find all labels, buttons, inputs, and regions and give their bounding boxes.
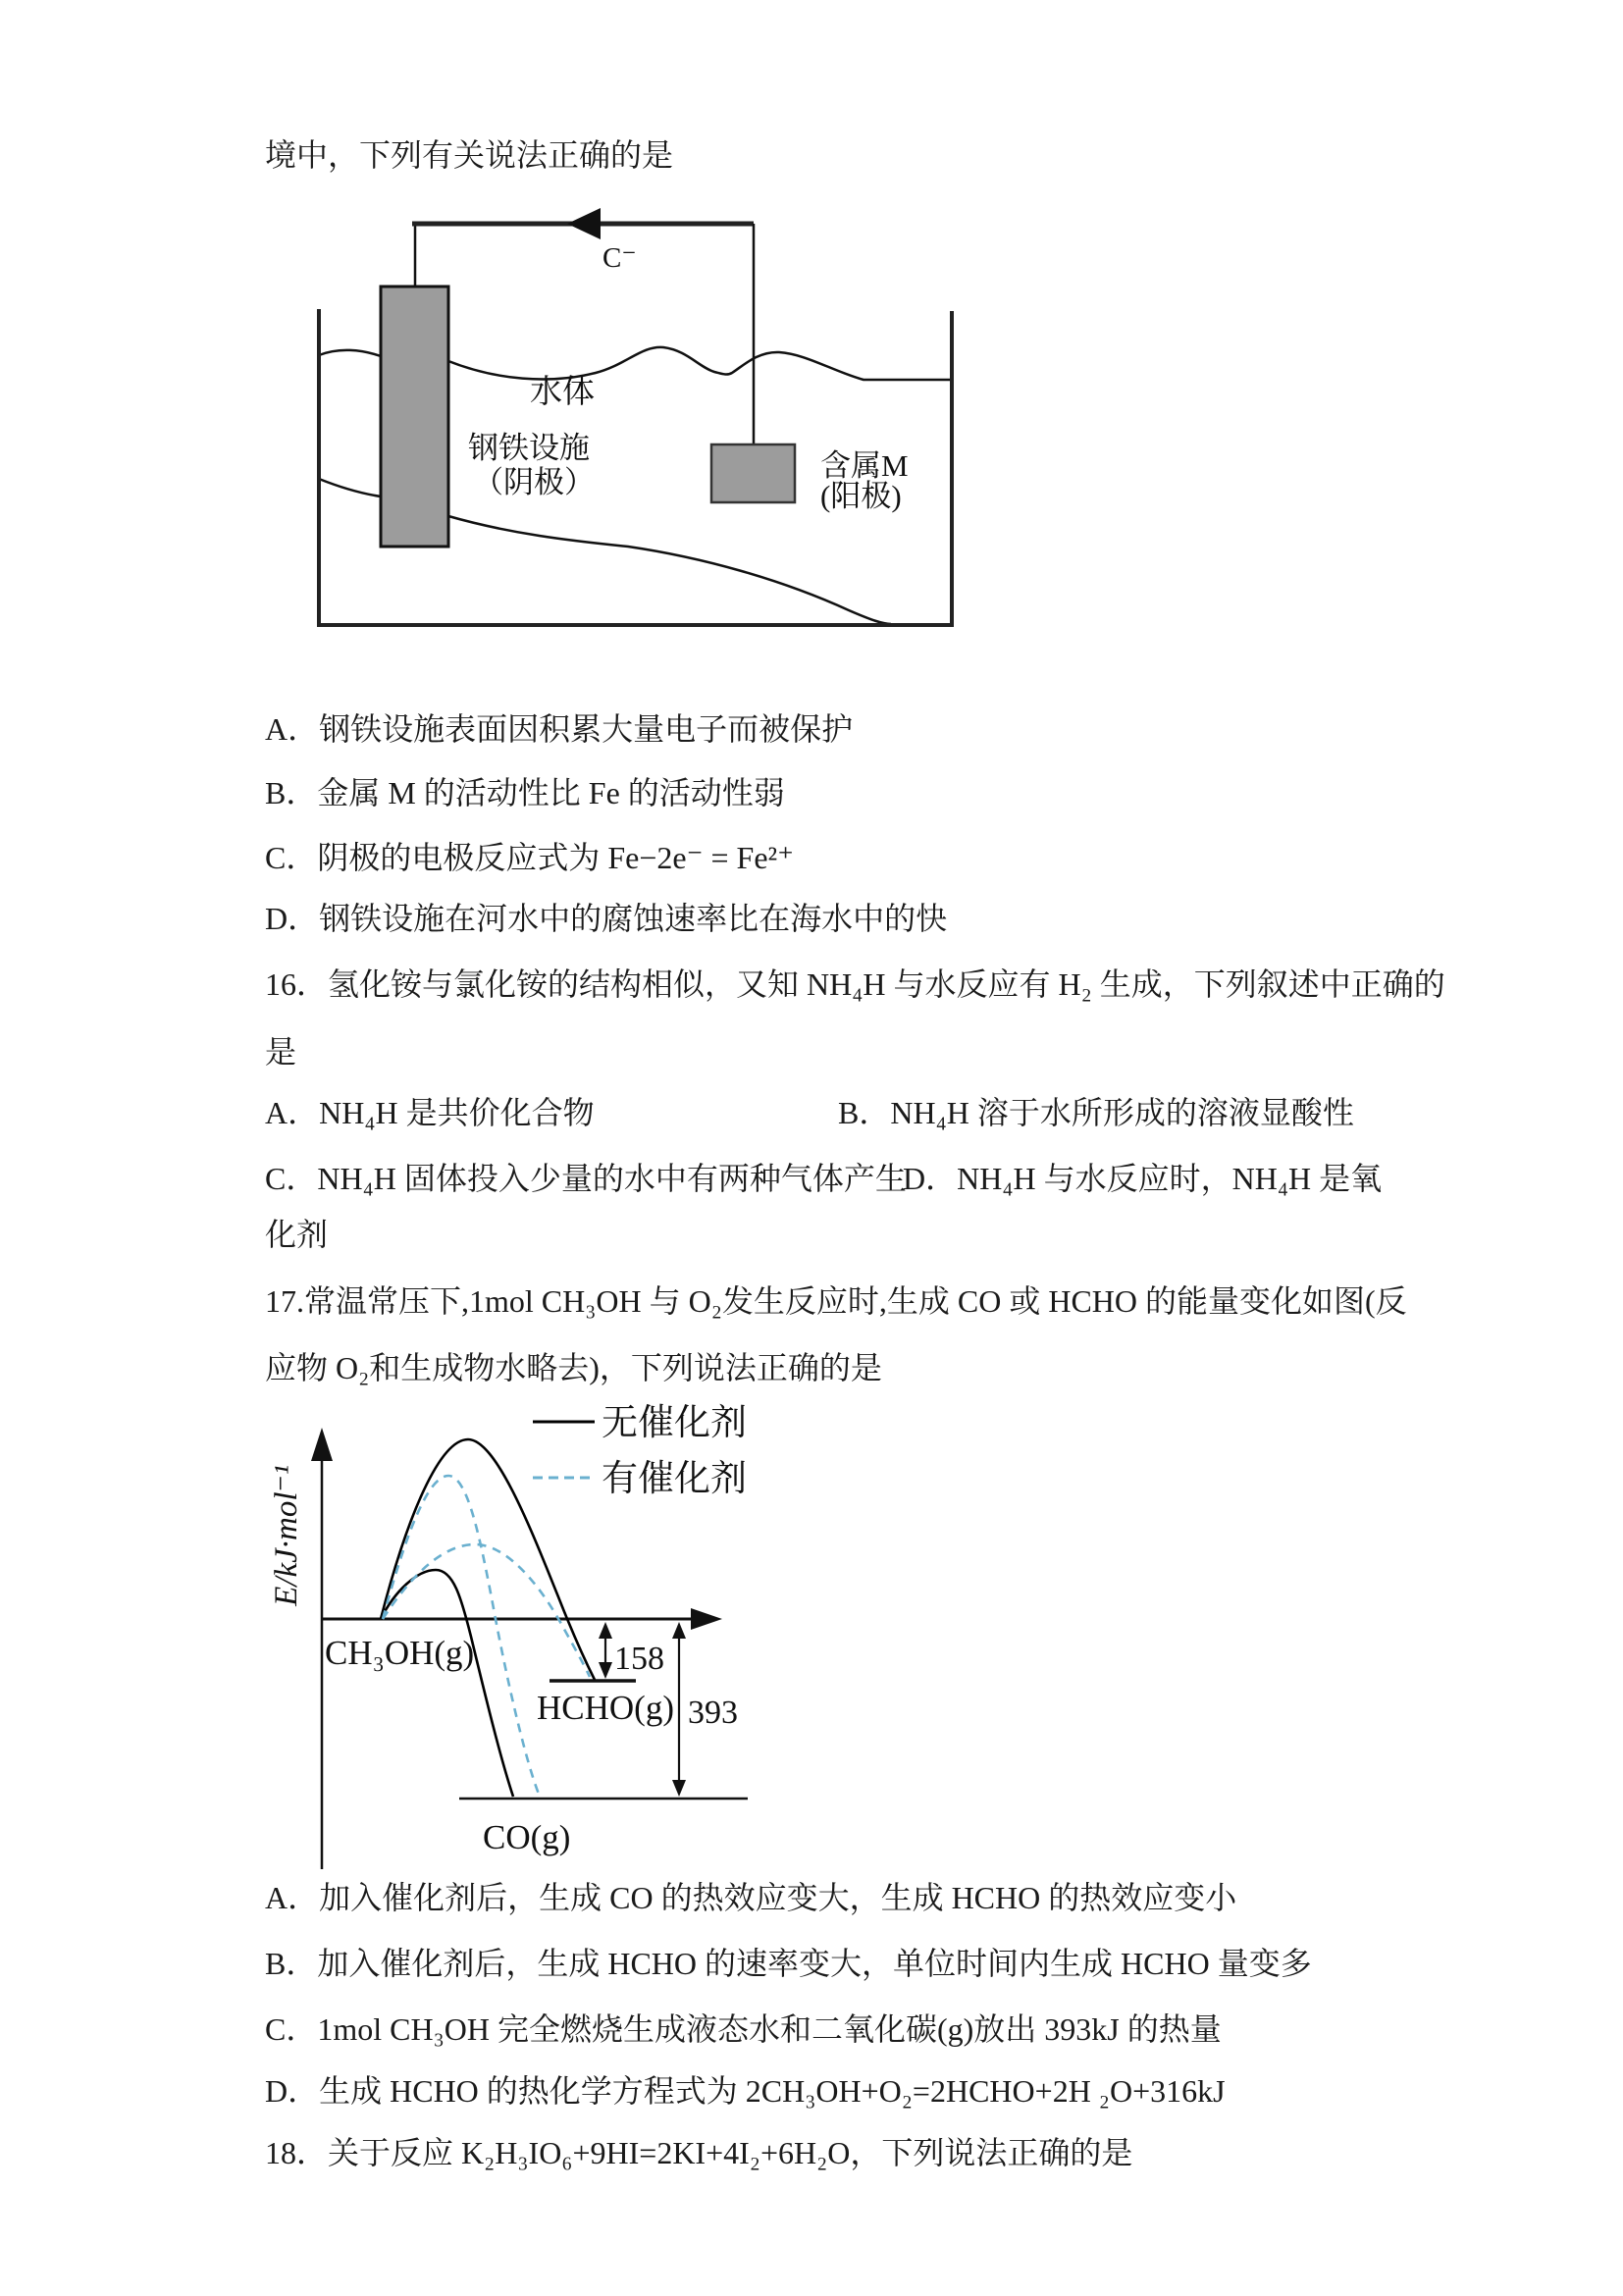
riverbed-line	[448, 516, 891, 624]
energy-diagram	[260, 1398, 839, 1879]
q16-option-d-cont: 化剂	[265, 1217, 329, 1252]
co-level-label: CO(g)	[483, 1818, 571, 1856]
metal-m-electrode	[711, 444, 795, 502]
ch3oh-level-label: CH₃OH(g)	[325, 1634, 475, 1672]
q16-option-a: A．NH₄H 是共价化合物	[265, 1095, 595, 1130]
q17-option-c: C．1mol CH₃OH 完全燃烧生成液态水和二氧化碳(g)放出 393kJ 的热量	[265, 2011, 1222, 2047]
anode-label-line2: (阳极)	[820, 479, 902, 513]
hcho-level-label: HCHO(g)	[537, 1689, 674, 1727]
y-axis-arrow-icon	[311, 1428, 333, 1461]
q16-option-b: B．NH₄H 溶于水所形成的溶液显酸性	[838, 1095, 1354, 1130]
gap-393-arrowhead-down-icon	[672, 1780, 686, 1797]
electrolysis-diagram	[289, 196, 996, 657]
gap-158-label: 158	[614, 1641, 664, 1677]
gap-393-label: 393	[688, 1695, 738, 1731]
q15-option-b: B．金属 M 的活动性比 Fe 的活动性弱	[265, 775, 785, 810]
cathode-label-line1: 钢铁设施	[468, 431, 590, 465]
q17-stem-line2: 应物 O₂和生成物水略去)，下列说法正确的是	[265, 1350, 882, 1385]
q16-option-c: C．NH₄H 固体投入少量的水中有两种气体产生	[265, 1161, 907, 1196]
gap-158-arrowhead-down-icon	[599, 1662, 612, 1679]
cathode-label-line2: （阴极）	[473, 465, 595, 499]
q17-option-d: D．生成 HCHO 的热化学方程式为 2CH₃OH+O₂=2HCHO+2H ₂O+316kJ	[265, 2073, 1226, 2109]
q17-option-a: A．加入催化剂后，生成 CO 的热效应变大，生成 HCHO 的热效应变小	[265, 1880, 1237, 1915]
water-surface-line	[448, 347, 952, 380]
water-label: 水体	[530, 375, 595, 410]
steel-electrode	[381, 287, 448, 547]
water-surface-line	[319, 350, 381, 356]
q16-stem-line2: 是	[265, 1034, 297, 1070]
q18-stem: 18．关于反应 K₂H₃IO₆+9HI=2KI+4I₂+6H₂O，下列说法正确的是	[265, 2135, 1133, 2170]
gap-158-arrowhead-up-icon	[599, 1622, 612, 1639]
q15-option-a: A．钢铁设施表面因积累大量电子而被保护	[265, 711, 854, 747]
anode-label-line1: 含属M	[820, 448, 909, 483]
y-axis-label: E/kJ·mol⁻¹	[269, 1465, 304, 1606]
electron-flow-label: C⁻	[602, 242, 637, 274]
q17-stem-line1: 17.常温常压下,1mol CH₃OH 与 O₂发生反应时,生成 CO 或 HCHO 的能量变化如图(反	[265, 1283, 1407, 1319]
legend-catalyst-label: 有催化剂	[602, 1459, 747, 1499]
baseline-arrow-icon	[691, 1608, 722, 1630]
q15-option-c: C．阴极的电极反应式为 Fe−2e⁻ = Fe²⁺	[265, 840, 795, 875]
q15-option-d: D．钢铁设施在河水中的腐蚀速率比在海水中的快	[265, 901, 948, 936]
riverbed-line	[319, 479, 381, 496]
q16-stem-line1: 16．氢化铵与氯化铵的结构相似，又知 NH₄H 与水反应有 H₂ 生成，下列叙述中正确的	[265, 966, 1445, 1002]
gap-393-arrowhead-up-icon	[672, 1622, 686, 1639]
q16-option-d: D．NH₄H 与水反应时，NH₄H 是氧	[903, 1161, 1383, 1196]
q17-option-b: B．加入催化剂后，生成 HCHO 的速率变大，单位时间内生成 HCHO 量变多	[265, 1946, 1312, 1981]
electron-flow-arrow-icon	[567, 208, 601, 239]
intro-line: 境中，下列有关说法正确的是	[265, 137, 674, 173]
legend-no-catalyst-label: 无催化剂	[602, 1403, 747, 1443]
